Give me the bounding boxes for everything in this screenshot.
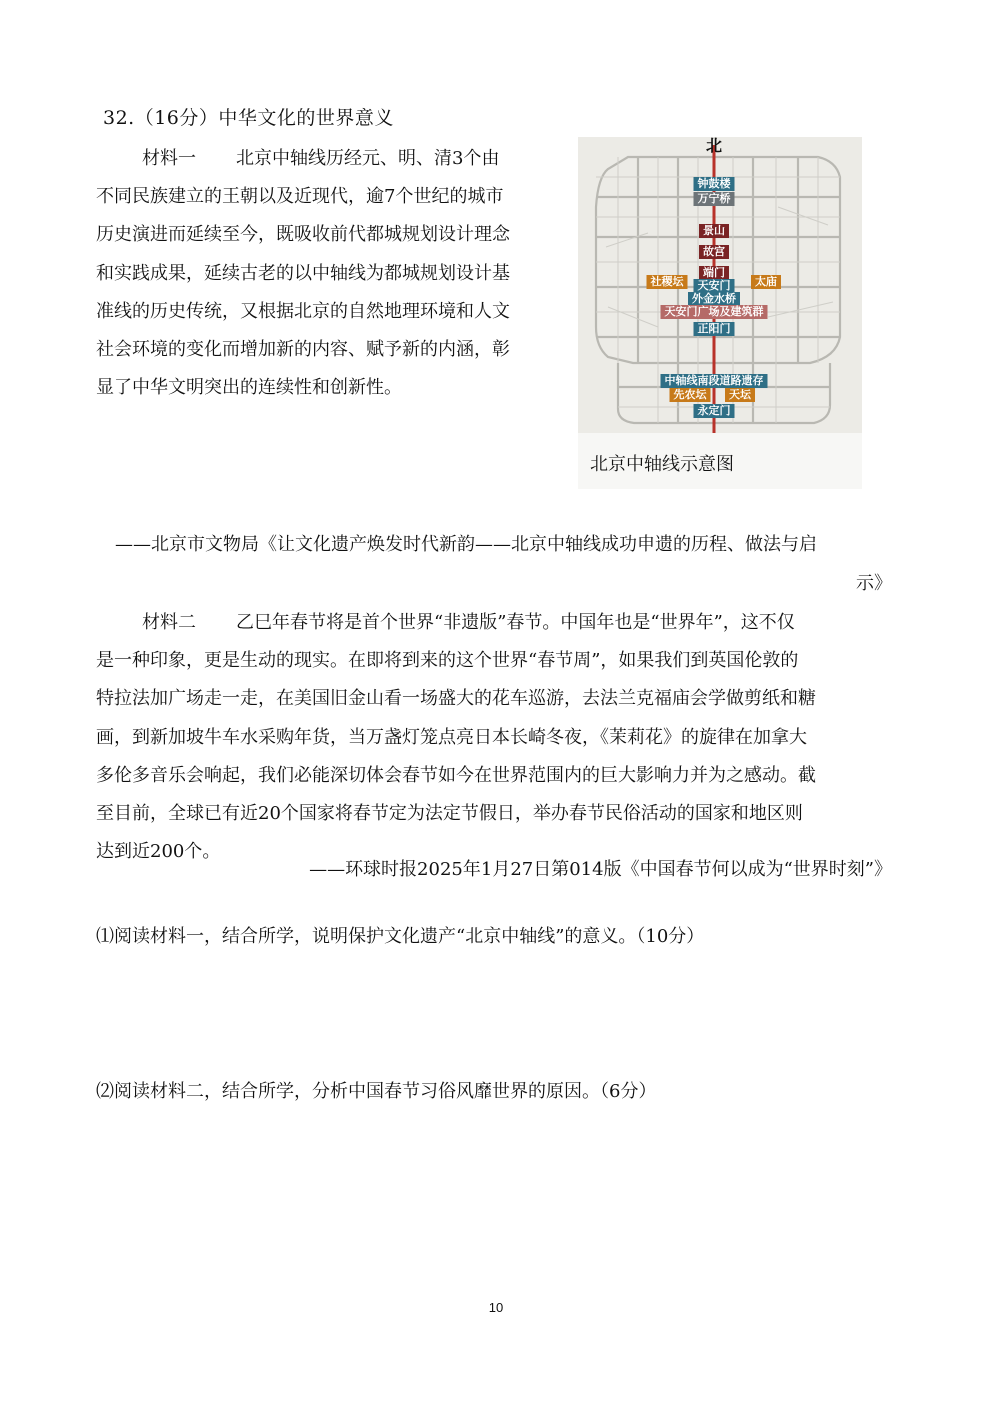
material2-line: 画，到新加坡牛车水采购年货，当万盏灯笼点亮日本长崎冬夜，《茉莉花》的旋律在加拿大 [96, 726, 807, 748]
material1-line: 显了中华文明突出的连续性和创新性。 [96, 377, 402, 399]
material1-label: 材料一 [142, 148, 196, 169]
map-label: 故宫 [699, 245, 729, 259]
material1-source-end: 示》 [856, 573, 892, 594]
map-label: 太庙 [751, 275, 781, 289]
map-caption: 北京中轴线示意图 [590, 454, 734, 475]
page-number: 10 [488, 1300, 504, 1315]
map-label: 永定门 [694, 404, 735, 418]
material1-paragraph [96, 140, 556, 407]
material2-line: 达到近200个。 [96, 841, 221, 863]
material2-label: 材料二 [142, 612, 196, 633]
map-label: 天安门 [694, 279, 735, 293]
material2-line: 多伦多音乐会响起，我们必能深切体会春节如今在世界范围内的巨大影响力并为之感动。截 [96, 764, 816, 786]
material2-line: 特拉法加广场走一走，在美国旧金山看一场盛大的花车巡游，去法兰克福庙会学做剪纸和糖 [96, 688, 816, 710]
material1-line: 准线的历史传统，又根据北京的自然地理环境和人文 [96, 300, 510, 322]
map-label: 先农坛 [670, 388, 711, 402]
map-label: 万宁桥 [694, 192, 735, 206]
material2-line: 材料二 乙巳年春节将是首个世界“非遗版”春节。中国年也是“世界年”，这不仅 [142, 612, 795, 633]
material2-source: ——环球时报2025年1月27日第014版《中国春节何以成为“世界时刻”》 [309, 859, 892, 880]
question-2: ⑵阅读材料二，结合所学，分析中国春节习俗风靡世界的原因。（6分） [96, 1081, 657, 1102]
material1-source: ——北京市文物局《让文化遗产焕发时代新韵——北京中轴线成功申遗的历程、做法与启 [115, 534, 817, 555]
map-label: 景山 [699, 224, 729, 238]
material1-line: 历史演进而延续至今，既吸收前代都城规划设计理念 [96, 224, 510, 246]
map-label: 社稷坛 [647, 275, 688, 289]
map-label: 端门 [699, 266, 729, 280]
material1-line: 社会环境的变化而增加新的内容、赋予新的内涵，彰 [96, 339, 510, 361]
map-label: 正阳门 [694, 322, 735, 336]
question-title: 32.（16分）中华文化的世界意义 [103, 107, 394, 129]
north-marker: 北 [705, 137, 723, 155]
map-label: 天安门广场及建筑群 [661, 305, 768, 319]
material1-line: 材料一 北京中轴线历经元、明、清3个由 [142, 148, 500, 169]
material1-line: 和实践成果，延续古老的以中轴线为都城规划设计基 [96, 262, 510, 284]
material1-line: 不同民族建立的王朝以及近现代，逾7个世纪的城市 [96, 186, 504, 208]
question-1: ⑴阅读材料一，结合所学，说明保护文化遗产“北京中轴线”的意义。（10分） [96, 926, 705, 947]
material2-line: 是一种印象，更是生动的现实。在即将到来的这个世界“春节周”，如果我们到英国伦敦的 [96, 650, 799, 672]
map-label: 钟鼓楼 [694, 177, 735, 191]
beijing-axis-map [578, 137, 862, 433]
map-label: 天坛 [725, 388, 755, 402]
map-label: 中轴线南段道路遗存 [661, 374, 768, 388]
material2-paragraph [96, 604, 896, 871]
material2-line: 至目前，全球已有近20个国家将春节定为法定节假日，举办春节民俗活动的国家和地区则 [96, 803, 803, 825]
map-label: 外金水桥 [688, 292, 740, 306]
